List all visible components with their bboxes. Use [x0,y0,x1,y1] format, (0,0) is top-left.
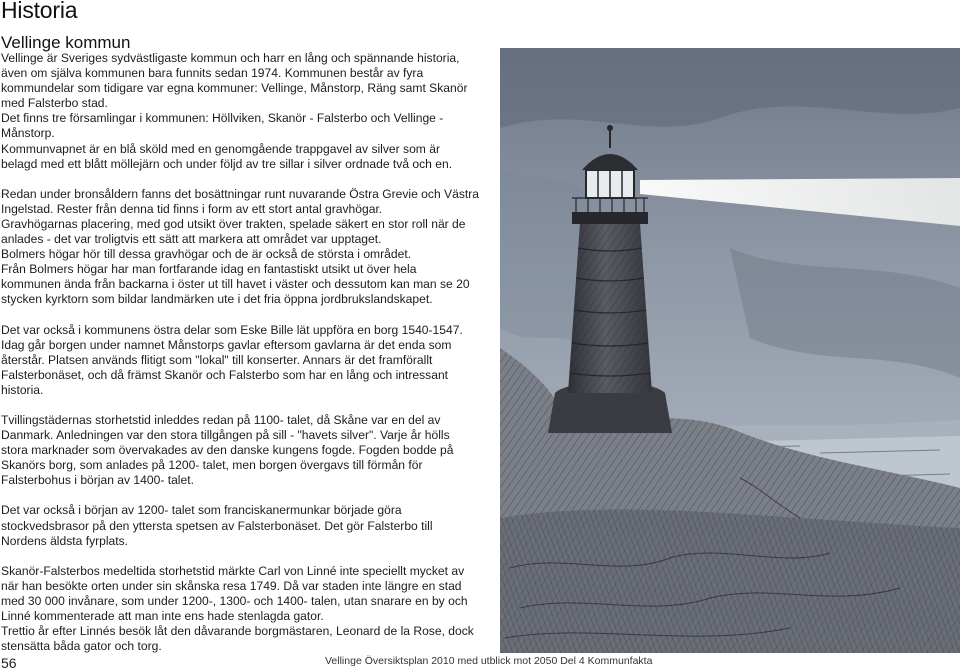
foreground-hatching [500,509,960,653]
page-number: 56 [1,655,17,671]
lighthouse-finial [607,125,613,131]
paragraph: Tvillingstädernas storhetstid inleddes redan på 1100- talet, då Skåne var en del av Danmark. Anledningen var den stora tillgången på sill - "havets silver". Varje år hölls stora marknader som övervakades av den danske kungens fogde. Fogden bodde på Skanörs borg, som anlades på 1200- talet, men borgen övergavs till förmån för Falsterbohus i början av 1400- talet. [1,412,454,488]
paragraph: Trettio år efter Linnés besök låt den dåvarande borgmästaren, Leonard de la Rose, dock stensätta båda gator och torg. [1,624,474,654]
lighthouse-gallery [572,212,648,224]
footer-text: Vellinge Översiktsplan 2010 med utblick mot 2050 Del 4 Kommunfakta [325,655,653,667]
page-title: Historia [1,0,78,23]
paragraph: Bolmers högar hör till dessa gravhögar och de är också de största i området. [1,247,412,262]
paragraph: Gravhögarnas placering, med god utsikt över trakten, spelade säkert en stor roll när de anlades - det var troligtvis ett sätt att markera att området var upptaget. [1,216,466,247]
paragraph: Kommunvapnet är en blå sköld med en genomgående trappgavel av silver som är belagd med ett blått möllejärn och under följd av tre sillar i silver ordnade två och en. [1,141,453,171]
paragraph: Vellinge är Sveriges sydvästligaste kommun och harr en lång och spännande historia, även om själva kommunen bara funnits sedan 1974. Kommunen består av fyra kommundelar som tidigare var egna kommuner: Vellinge, Månstorp, Räng samt Skanör med Falsterbo stad. [1,51,468,111]
section-title: Vellinge kommun [1,33,131,52]
paragraph: Skanör-Falsterbos medeltida storhetstid märkte Carl von Linné inte speciellt mycket av när han besökte orten under sin skånska resa 1749. Då var staden inte längre en stad med 30 000 invånare, som under 1200-, 1300- och 1400- talen, utan snarare en by och Linné kommenterade att man inte ens hade stenlagda gator. [1,563,468,623]
paragraph: Redan under bronsåldern fanns det bosättningar runt nuvarande Östra Grevie och Västra Ingelstad. Rester från denna tid finns i form av ett stort antal gravhögar. [1,186,479,216]
lighthouse-illustration [500,48,960,653]
paragraph: Det var också i kommunens östra delar som Eske Bille lät uppföra en borg 1540-1547. Idag går borgen under namnet Månstorps gavlar eftersom gavlarna är det enda som återstår. Platsen används flitigt som "lokal" till konserter. Annars är det framförallt Falsterbonäset, och då främst Skanör och Falsterbo som har en lång och intressant historia. [1,322,463,397]
paragraph: Det var också i början av 1200- talet som franciskanermunkar började göra stockvedsbrasor på den yttersta spetsen av Falsterbonäset. Det gör Falsterbo till Nordens äldsta fyrplats. [1,503,433,548]
lighthouse-drawing [500,48,960,653]
body-text [1,51,479,654]
paragraph: Det finns tre församlingar i kommunen: Höllviken, Skanör - Falsterbo och Vellinge - Månstorp. [1,111,444,141]
paragraph: Från Bolmers högar har man fortfarande idag en fantastiskt utsikt ut över hela kommunen ända från backarna i öster ut till havet i väster och dessutom kan man se 20 stycken kyrktorn som bildar landmärken ute i det fria öppna jordbrukslandskapet. [1,262,470,307]
